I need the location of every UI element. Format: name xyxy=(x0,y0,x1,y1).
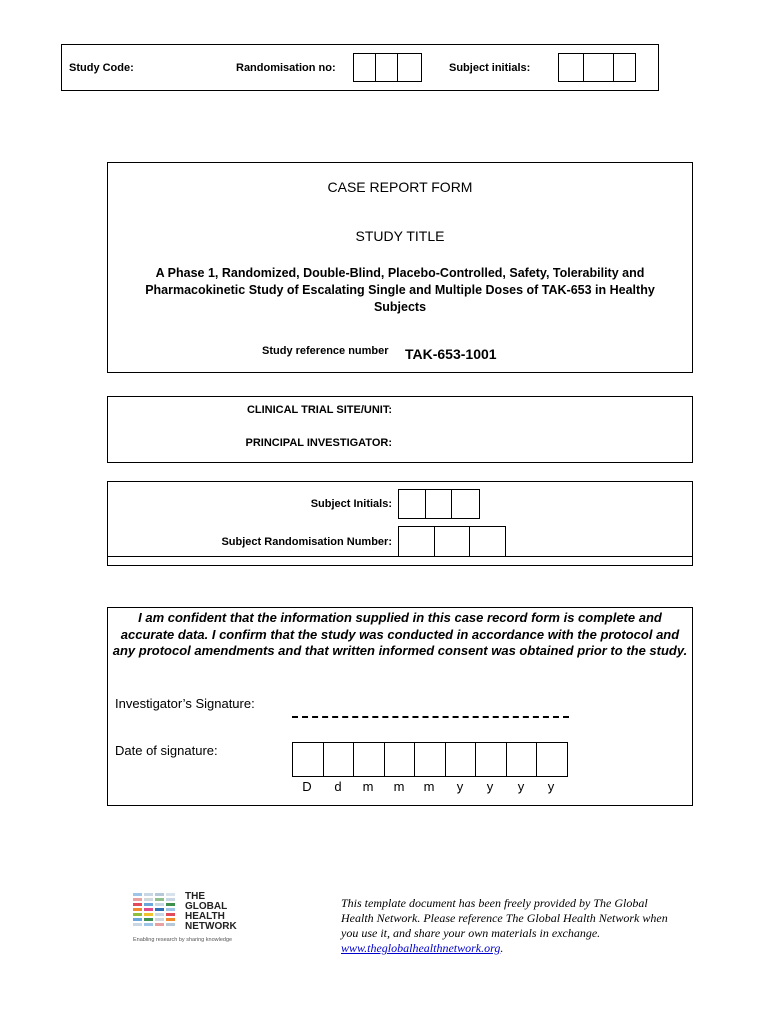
subject-initials-label: Subject initials: xyxy=(449,62,531,74)
randomisation-box-1[interactable] xyxy=(353,53,376,82)
logo-line-2: GLOBAL xyxy=(185,901,228,912)
site-label: CLINICAL TRIAL SITE/UNIT: xyxy=(246,404,392,416)
date-box-2[interactable] xyxy=(323,742,354,777)
date-label: Date of signature: xyxy=(115,743,218,758)
declaration-statement: I am confident that the information supplied in this case record form is complete and accurate data. I confirm that the study was conducted in accordance with the protocol and any protocol amendments and that written informed consent was obtained prior to the study. xyxy=(112,610,688,658)
date-box-4[interactable] xyxy=(384,742,415,777)
date-letter-1: D xyxy=(302,779,312,794)
date-letter-5: m xyxy=(423,779,435,794)
title-box xyxy=(107,162,693,373)
logo-line-4: NETWORK xyxy=(185,921,237,932)
date-box-5[interactable] xyxy=(414,742,446,777)
randomisation-box-3[interactable] xyxy=(397,53,422,82)
date-letter-7: y xyxy=(486,779,494,794)
logo-line-3: HEALTH xyxy=(185,911,225,922)
site-box xyxy=(107,396,693,463)
subject-initials-field-box-2[interactable] xyxy=(425,489,452,519)
study-ref-value: TAK-653-1001 xyxy=(405,346,497,362)
study-title-text: A Phase 1, Randomized, Double-Blind, Placebo-Controlled, Safety, Tolerability and Pharmacokinetic Study of Escalating Single and Multiple Doses of TAK-653 in Healthy Subjects xyxy=(145,266,655,314)
declaration-box xyxy=(107,607,693,806)
footer-link-suffix: . xyxy=(500,941,504,955)
subject-initials-field-label: Subject Initials: xyxy=(310,498,392,510)
date-box-7[interactable] xyxy=(475,742,507,777)
date-letter-6: y xyxy=(456,779,464,794)
subject-randomisation-box-1[interactable] xyxy=(398,526,435,557)
subject-randomisation-field-label: Subject Randomisation Number: xyxy=(221,536,392,548)
date-box-9[interactable] xyxy=(536,742,568,777)
header-box xyxy=(61,44,659,91)
date-letter-2: d xyxy=(334,779,342,794)
subject-initials-box-3[interactable] xyxy=(613,53,636,82)
subject-initials-box-2[interactable] xyxy=(583,53,614,82)
logo-wordmark xyxy=(185,892,237,932)
study-title-label: STUDY TITLE xyxy=(355,228,445,244)
date-box-1[interactable] xyxy=(292,742,324,777)
logo-mosaic-icon xyxy=(133,893,183,929)
date-box-6[interactable] xyxy=(445,742,476,777)
randomisation-label: Randomisation no: xyxy=(236,62,336,74)
study-code-label: Study Code: xyxy=(69,62,134,74)
global-health-network-logo xyxy=(133,893,243,947)
date-letter-8: y xyxy=(517,779,525,794)
study-ref-label: Study reference number xyxy=(262,345,389,357)
subject-initials-field-box-3[interactable] xyxy=(451,489,480,519)
randomisation-box-2[interactable] xyxy=(375,53,398,82)
date-box-3[interactable] xyxy=(353,742,385,777)
subject-initials-field-box-1[interactable] xyxy=(398,489,426,519)
logo-tagline: Enabling research by sharing knowledge xyxy=(133,937,233,943)
footer-link[interactable]: www.theglobalhealthnetwork.org xyxy=(341,941,501,955)
signature-label: Investigator’s Signature: xyxy=(115,696,255,711)
form-heading: CASE REPORT FORM xyxy=(327,179,473,195)
date-letter-3: m xyxy=(362,779,374,794)
pi-label: PRINCIPAL INVESTIGATOR: xyxy=(245,437,392,449)
signature-line[interactable] xyxy=(292,716,569,718)
logo-line-1: THE xyxy=(185,891,205,902)
subject-randomisation-box-3[interactable] xyxy=(469,526,506,557)
footer-notice-text: This template document has been freely provided by The Global Health Network. Please reference The Global Health Network when you use it, and share your own materials in exchange. xyxy=(341,896,668,940)
subject-box xyxy=(107,481,693,566)
date-box-8[interactable] xyxy=(506,742,537,777)
date-letter-4: m xyxy=(393,779,405,794)
subject-box-divider xyxy=(108,556,692,557)
footer-notice xyxy=(341,896,671,956)
subject-randomisation-box-2[interactable] xyxy=(434,526,470,557)
date-letter-9: y xyxy=(547,779,555,794)
subject-initials-box-1[interactable] xyxy=(558,53,584,82)
